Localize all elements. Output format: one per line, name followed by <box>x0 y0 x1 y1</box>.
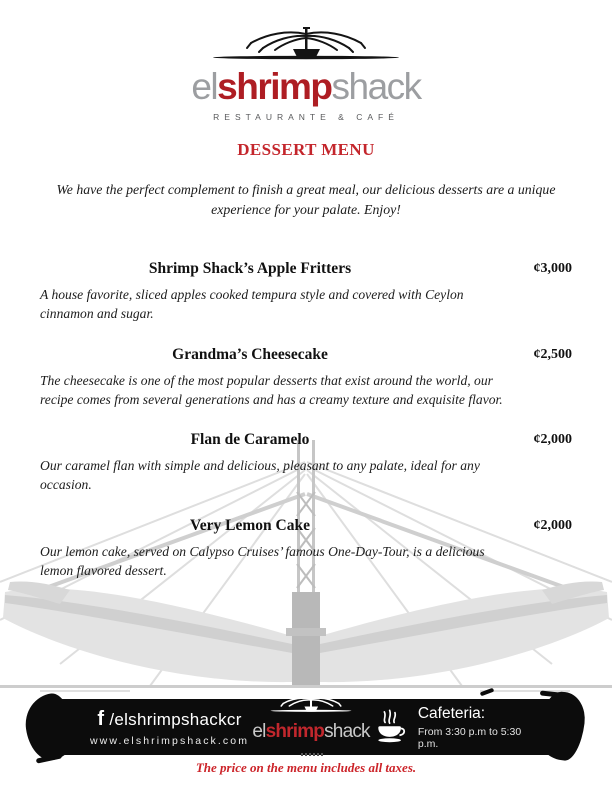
menu-item-flan <box>40 431 572 495</box>
footer-logo <box>249 694 373 760</box>
facebook-handle[interactable]: /elshrimpshackcr <box>109 709 242 729</box>
menu-intro: We have the perfect complement to finish a great meal, our delicious desserts are a unique experience for your palate. Enjoy! <box>56 182 556 217</box>
brand-tagline: RESTAURANTE & CAFÉ <box>213 112 399 122</box>
item-price: ¢3,000 <box>533 261 572 276</box>
cafeteria-hours: From 3:30 p.m to 5:30 p.m. <box>417 725 522 750</box>
tax-note: The price on the menu includes all taxes. <box>195 760 417 775</box>
item-name: Grandma’s Cheesecake <box>172 345 328 363</box>
cafeteria-info <box>418 705 528 750</box>
brand-header <box>0 0 612 122</box>
item-name: Flan de Caramelo <box>190 431 310 449</box>
coffee-cup-icon <box>373 704 408 750</box>
item-description: A house favorite, sliced apples cooked tempura style and covered with Ceylon cinnamon and sugar. <box>40 287 464 322</box>
item-head <box>40 260 572 281</box>
item-head <box>40 517 572 538</box>
footer-banner <box>56 699 558 755</box>
item-price: ¢2,000 <box>533 517 572 533</box>
menu-item-lemon-cake <box>40 517 572 581</box>
brand-el: el <box>191 66 218 107</box>
item-head <box>40 346 572 367</box>
item-head <box>40 431 572 452</box>
footer-cafeteria <box>373 704 528 750</box>
facebook-icon: f <box>97 707 105 730</box>
shrimp-boat-logo-icon <box>211 26 401 66</box>
brand-shack: shack <box>324 721 370 742</box>
item-description: Our lemon cake, served on Calypso Cruises’ famous One-Day-Tour, is a delicious lemon flavored dessert. <box>40 543 485 579</box>
facebook-row[interactable] <box>90 708 249 731</box>
shrimp-boat-logo-icon <box>263 694 359 716</box>
menu-item-cheesecake <box>40 346 572 410</box>
item-name: Very Lemon Cake <box>190 516 310 534</box>
brand-wordmark <box>0 68 612 105</box>
item-price: ¢2,500 <box>533 346 572 362</box>
footer-social <box>90 708 249 747</box>
cafeteria-label: Cafeteria: <box>417 704 486 722</box>
brand-shrimp: shrimp <box>265 721 325 742</box>
website-url[interactable]: www.elshrimpshack.com <box>90 734 250 747</box>
brand-shack: shack <box>331 66 421 107</box>
logo-fineprint-dots <box>301 753 323 756</box>
footer-brand-wordmark <box>249 722 373 760</box>
brand-shrimp: shrimp <box>217 66 332 107</box>
brand-el: el <box>252 721 266 742</box>
item-description: The cheesecake is one of the most popular desserts that exist around the world, our recipe comes from several generations and has a creamy texture and exquisite flavor. <box>40 372 503 407</box>
page-title: DESSERT MENU <box>237 140 375 159</box>
item-price: ¢2,000 <box>533 432 572 448</box>
menu-item-apple-fritters <box>40 260 572 324</box>
menu-items <box>40 260 572 580</box>
item-description: Our caramel flan with simple and delicious, pleasant to any palate, ideal for any occasion. <box>40 458 480 493</box>
item-name: Shrimp Shack’s Apple Fritters <box>148 260 352 277</box>
